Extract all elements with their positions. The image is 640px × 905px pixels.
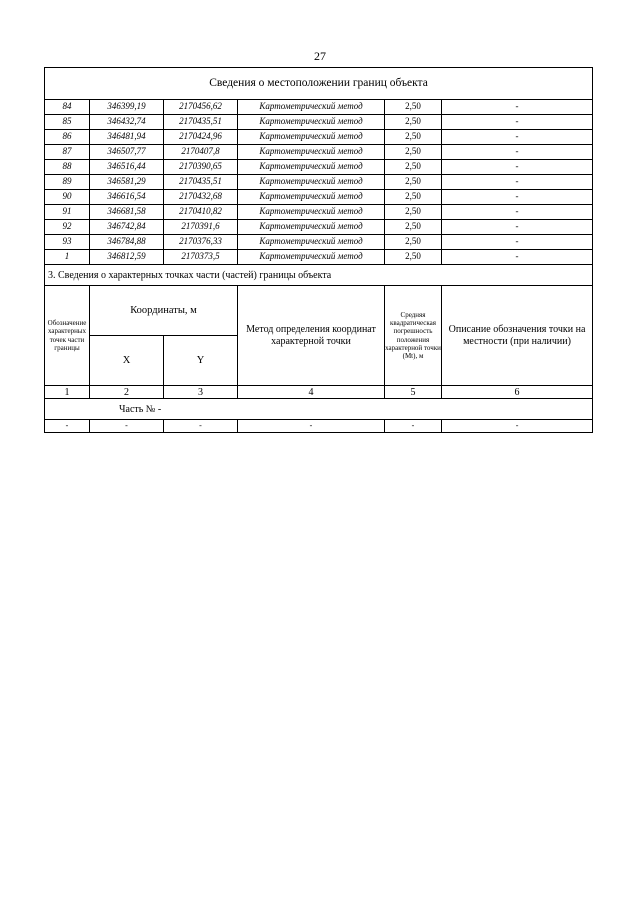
page-number: 27	[314, 49, 326, 63]
table-row	[45, 160, 593, 175]
description: -	[442, 175, 593, 190]
coord-y: 2170390,65	[164, 160, 238, 175]
point-number: 92	[45, 220, 90, 235]
empty-cell: -	[442, 420, 593, 433]
point-number: 91	[45, 205, 90, 220]
coord-y: 2170424,96	[164, 130, 238, 145]
coord-y: 2170407,8	[164, 145, 238, 160]
mt-value: 2,50	[385, 145, 442, 160]
coord-x: 346742,84	[90, 220, 164, 235]
header-x: X	[90, 336, 164, 386]
coord-y: 2170373,5	[164, 250, 238, 265]
mt-value: 2,50	[385, 175, 442, 190]
method: Картометрический метод	[238, 175, 385, 190]
mt-value: 2,50	[385, 190, 442, 205]
header-description: Описание обозначения точки на местности (при наличии)	[442, 286, 593, 386]
table-row	[45, 250, 593, 265]
point-number: 87	[45, 145, 90, 160]
method: Картометрический метод	[238, 235, 385, 250]
description: -	[442, 220, 593, 235]
coord-x: 346432,74	[90, 115, 164, 130]
point-number: 84	[45, 100, 90, 115]
point-number: 93	[45, 235, 90, 250]
empty-cell: -	[385, 420, 442, 433]
method: Картометрический метод	[238, 205, 385, 220]
description: -	[442, 205, 593, 220]
point-number: 1	[45, 250, 90, 265]
empty-cell: -	[238, 420, 385, 433]
point-number: 85	[45, 115, 90, 130]
mt-value: 2,50	[385, 130, 442, 145]
table-row	[45, 115, 593, 130]
table-title: Сведения о местоположении границ объекта	[45, 68, 593, 100]
mt-value: 2,50	[385, 235, 442, 250]
section-3-title: 3. Сведения о характерных точках части (частей) границы объекта	[45, 265, 593, 286]
method: Картометрический метод	[238, 145, 385, 160]
part-label: Часть № -	[45, 399, 593, 420]
description: -	[442, 160, 593, 175]
table-row	[45, 130, 593, 145]
description: -	[442, 190, 593, 205]
table-row	[45, 420, 593, 433]
coord-x: 346812,59	[90, 250, 164, 265]
description: -	[442, 145, 593, 160]
coord-y: 2170391,6	[164, 220, 238, 235]
empty-cell: -	[90, 420, 164, 433]
column-number: 2	[90, 386, 164, 399]
table-row	[45, 190, 593, 205]
coord-y: 2170435,51	[164, 175, 238, 190]
method: Картометрический метод	[238, 190, 385, 205]
coord-y: 2170456,62	[164, 100, 238, 115]
method: Картометрический метод	[238, 160, 385, 175]
table-row	[45, 205, 593, 220]
method: Картометрический метод	[238, 115, 385, 130]
coord-x: 346616,54	[90, 190, 164, 205]
coord-x: 346481,94	[90, 130, 164, 145]
column-number: 3	[164, 386, 238, 399]
description: -	[442, 130, 593, 145]
coord-x: 346516,44	[90, 160, 164, 175]
header-designation: Обозначение характерных точек части границы	[45, 286, 90, 386]
table-row	[45, 235, 593, 250]
header-y: Y	[164, 336, 238, 386]
mt-value: 2,50	[385, 205, 442, 220]
coord-x: 346399,19	[90, 100, 164, 115]
description: -	[442, 100, 593, 115]
column-number: 5	[385, 386, 442, 399]
method: Картометрический метод	[238, 250, 385, 265]
empty-cell: -	[45, 420, 90, 433]
coord-y: 2170376,33	[164, 235, 238, 250]
mt-value: 2,50	[385, 250, 442, 265]
empty-cell: -	[164, 420, 238, 433]
boundary-table	[44, 67, 593, 433]
table-row	[45, 175, 593, 190]
coord-y: 2170432,68	[164, 190, 238, 205]
header-mt: Средняя квадратическая погрешность положения характерной точки (Mt), м	[385, 286, 442, 386]
column-number: 6	[442, 386, 593, 399]
header-method: Метод определения координат характерной точки	[238, 286, 385, 386]
method: Картометрический метод	[238, 130, 385, 145]
table-row	[45, 100, 593, 115]
description: -	[442, 115, 593, 130]
table-row	[45, 145, 593, 160]
point-number: 86	[45, 130, 90, 145]
mt-value: 2,50	[385, 100, 442, 115]
coord-x: 346784,88	[90, 235, 164, 250]
column-number: 4	[238, 386, 385, 399]
column-number: 1	[45, 386, 90, 399]
table-row	[45, 220, 593, 235]
method: Картометрический метод	[238, 220, 385, 235]
coord-x: 346581,29	[90, 175, 164, 190]
description: -	[442, 235, 593, 250]
coord-y: 2170435,51	[164, 115, 238, 130]
coord-x: 346507,77	[90, 145, 164, 160]
method: Картометрический метод	[238, 100, 385, 115]
point-number: 89	[45, 175, 90, 190]
mt-value: 2,50	[385, 115, 442, 130]
description: -	[442, 250, 593, 265]
point-number: 88	[45, 160, 90, 175]
point-number: 90	[45, 190, 90, 205]
coord-y: 2170410,82	[164, 205, 238, 220]
mt-value: 2,50	[385, 160, 442, 175]
coord-x: 346681,58	[90, 205, 164, 220]
mt-value: 2,50	[385, 220, 442, 235]
header-coordinates: Координаты, м	[90, 286, 238, 336]
